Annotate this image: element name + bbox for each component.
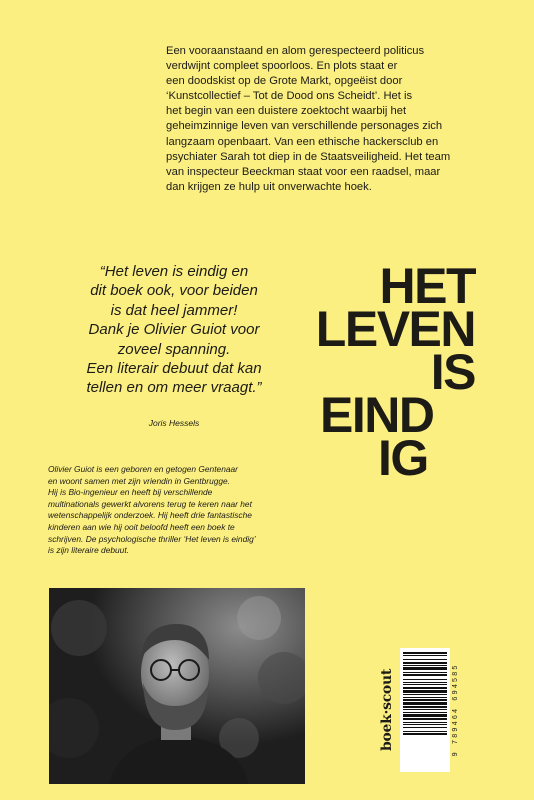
blurb-line: Een vooraanstaand en alom gerespecteerd politicus	[166, 45, 425, 57]
barcode-bar	[403, 662, 447, 664]
author-bio	[48, 464, 348, 557]
back-cover-blurb	[166, 44, 516, 195]
barcode-bar	[403, 722, 447, 723]
blurb-line: het begin van een duistere zoektocht waarbij het	[166, 105, 407, 118]
barcode-bar	[403, 714, 447, 717]
publisher-logo	[376, 648, 398, 772]
barcode-bar	[403, 712, 447, 713]
title-line: EIND	[320, 387, 434, 443]
bio-line: Olivier Guiot is een geboren en getogen Gentenaar	[48, 464, 238, 474]
barcode-bar	[403, 702, 447, 705]
author-photo	[49, 588, 305, 784]
blurb-line: psychiater Sarah tot diep in de Staatsveiligheid. Het team	[166, 150, 451, 163]
barcode-bar	[403, 672, 447, 673]
barcode-bar	[403, 718, 447, 720]
barcode-bar	[403, 655, 447, 656]
barcode-bar	[403, 679, 447, 680]
quote-line: is dat heel jammer!	[110, 301, 238, 319]
barcode-bar	[403, 724, 447, 725]
quote-author: Joris Hessels	[148, 418, 200, 428]
isbn-number: 9 789464 694585	[452, 663, 460, 757]
blurb-line: geheimzinnige leven van verschillende personages zich	[166, 120, 443, 133]
blurb-line: langzaam openbaart. Van een ethische hackersclub en	[166, 135, 439, 148]
barcode-bar	[403, 682, 447, 683]
review-quote	[54, 262, 294, 398]
barcode-bar	[403, 731, 447, 732]
blurb-line: van inspecteur Beeckman staat voor een raadsel, maar	[166, 165, 441, 178]
blurb-line: een doodskist op de Grote Markt, opgeëist door	[166, 75, 403, 88]
quote-line: dit boek ook, voor beiden	[90, 282, 258, 300]
quote-line: Een literair debuut dat kan	[86, 360, 262, 378]
blurb-line: verdwijnt compleet spoorloos. En plots staat er	[166, 60, 398, 73]
blurb-line: dan krijgen ze hulp uit onverwachte hoek.	[166, 180, 372, 193]
barcode-bar	[403, 687, 447, 689]
barcode-bar	[403, 709, 447, 710]
bio-line: schrijven. De psychologische thriller ‘Het leven is eindig’	[48, 533, 256, 544]
bio-line: is zijn literaire debuut.	[48, 545, 129, 556]
quote-line: “Het leven is eindig en	[99, 263, 249, 280]
bio-line: en woont samen met zijn vriendin in Gentbrugge.	[48, 475, 231, 486]
bio-line: multinationals gewerkt alvorens terug te keren naar het	[48, 498, 252, 509]
isbn-barcode	[400, 648, 450, 772]
barcode-bar	[403, 665, 447, 666]
barcode-bar	[403, 652, 447, 654]
title-line: LEVEN	[315, 301, 475, 357]
blurb-line: ‘Kunstcollectief – Tot de Dood ons Scheidt’. Het is	[166, 90, 413, 103]
barcode-bar	[403, 697, 447, 698]
quote-line: tellen en om meer vraagt.”	[86, 379, 262, 397]
publisher-name: boek·scout	[379, 669, 395, 751]
barcode-bar	[403, 659, 447, 660]
quote-line: zoveel spanning.	[117, 340, 231, 358]
quote-line: Dank je Olivier Guiot voor	[88, 321, 260, 339]
barcode-bar	[403, 727, 447, 728]
bio-line: Hij is Bio-ingenieur en heeft bij verschillende	[48, 487, 213, 498]
bio-line: wetenschappelijk onderzoek. Hij heeft drie fantastische	[48, 510, 252, 521]
barcode-bar	[403, 684, 447, 685]
title-line: IG	[378, 430, 428, 486]
barcode-bar	[403, 733, 447, 735]
book-title	[300, 258, 475, 486]
bio-line: kinderen aan wie hij ooit beloofd heeft een boek te	[48, 521, 235, 532]
barcode-bar	[403, 694, 447, 695]
barcode-bar	[403, 699, 447, 701]
isbn-digits	[450, 648, 462, 772]
title-line: HET	[379, 258, 475, 314]
barcode-bar	[403, 674, 447, 676]
title-line: IS	[430, 344, 475, 400]
barcode-bar	[403, 706, 447, 708]
barcode-bar	[403, 690, 447, 693]
barcode-bar	[403, 667, 447, 670]
